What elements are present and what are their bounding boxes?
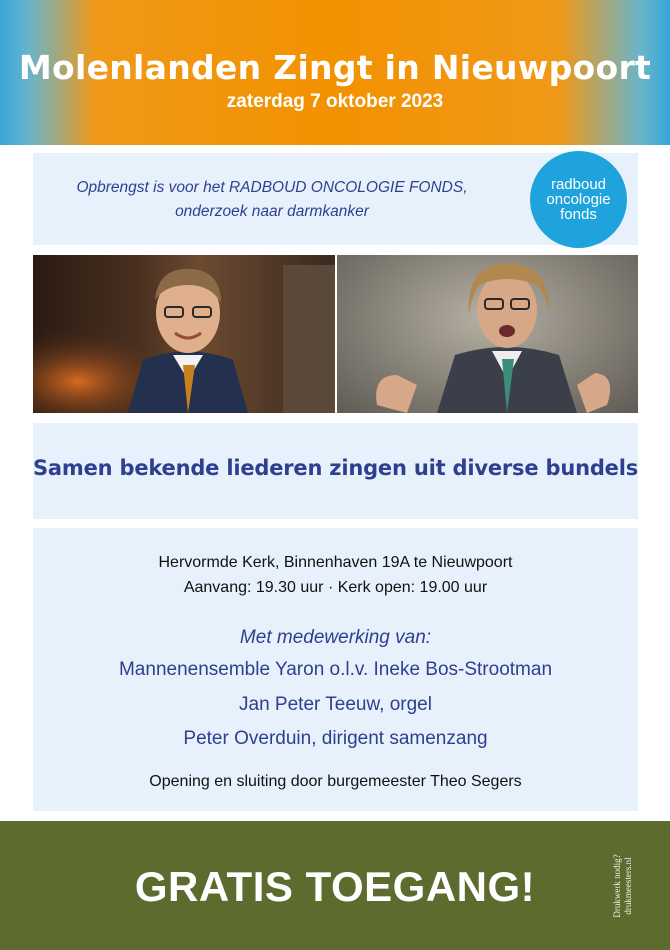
tagline-panel [33, 423, 638, 519]
printer-line-1: Drukwerk nodig? [612, 854, 622, 918]
donation-text [33, 176, 511, 224]
footer-banner [0, 821, 670, 950]
performer-ensemble: Mannenensemble Yaron o.l.v. Ineke Bos-Strootman [118, 659, 553, 680]
opening-note: Opening en sluiting door burgemeester Theo Segers [149, 773, 522, 790]
cooperation-heading: Met medewerking van: [239, 627, 432, 648]
header-banner [0, 0, 670, 145]
printer-credit [612, 821, 652, 950]
performer-organist: Jan Peter Teeuw, orgel [239, 694, 432, 715]
photo-conductor [337, 255, 638, 413]
portrait-mayor-illustration [33, 255, 335, 413]
event-date: zaterdag 7 oktober 2023 [226, 91, 444, 112]
printer-line-2: drukmeesters.nl [623, 857, 633, 915]
printer-credit-text [612, 826, 634, 946]
donation-line-1: Opbrengst is voor het RADBOUD ONCOLOGIE FONDS, [76, 179, 468, 196]
event-times: Aanvang: 19.30 uur · Kerk open: 19.00 uur [183, 579, 488, 596]
donation-line-2: onderzoek naar darmkanker [175, 203, 369, 220]
logo-line-3: fonds [560, 206, 597, 223]
radboud-fonds-logo [530, 151, 627, 248]
event-info-panel [33, 528, 638, 811]
photo-strip [33, 255, 638, 413]
portrait-conductor-illustration [337, 255, 638, 413]
event-title: Molenlanden Zingt in Nieuwpoort [18, 48, 652, 87]
performer-conductor: Peter Overduin, dirigent samenzang [183, 728, 488, 749]
logo-line-1: radboud [550, 176, 607, 193]
free-entry-headline: GRATIS TOEGANG! [134, 863, 536, 910]
tagline-text: Samen bekende liederen zingen uit diverse bundels [33, 456, 638, 480]
logo-line-2: oncologie [546, 191, 611, 208]
photo-mayor [33, 255, 335, 413]
event-location: Hervormde Kerk, Binnenhaven 19A te Nieuwpoort [158, 554, 513, 571]
